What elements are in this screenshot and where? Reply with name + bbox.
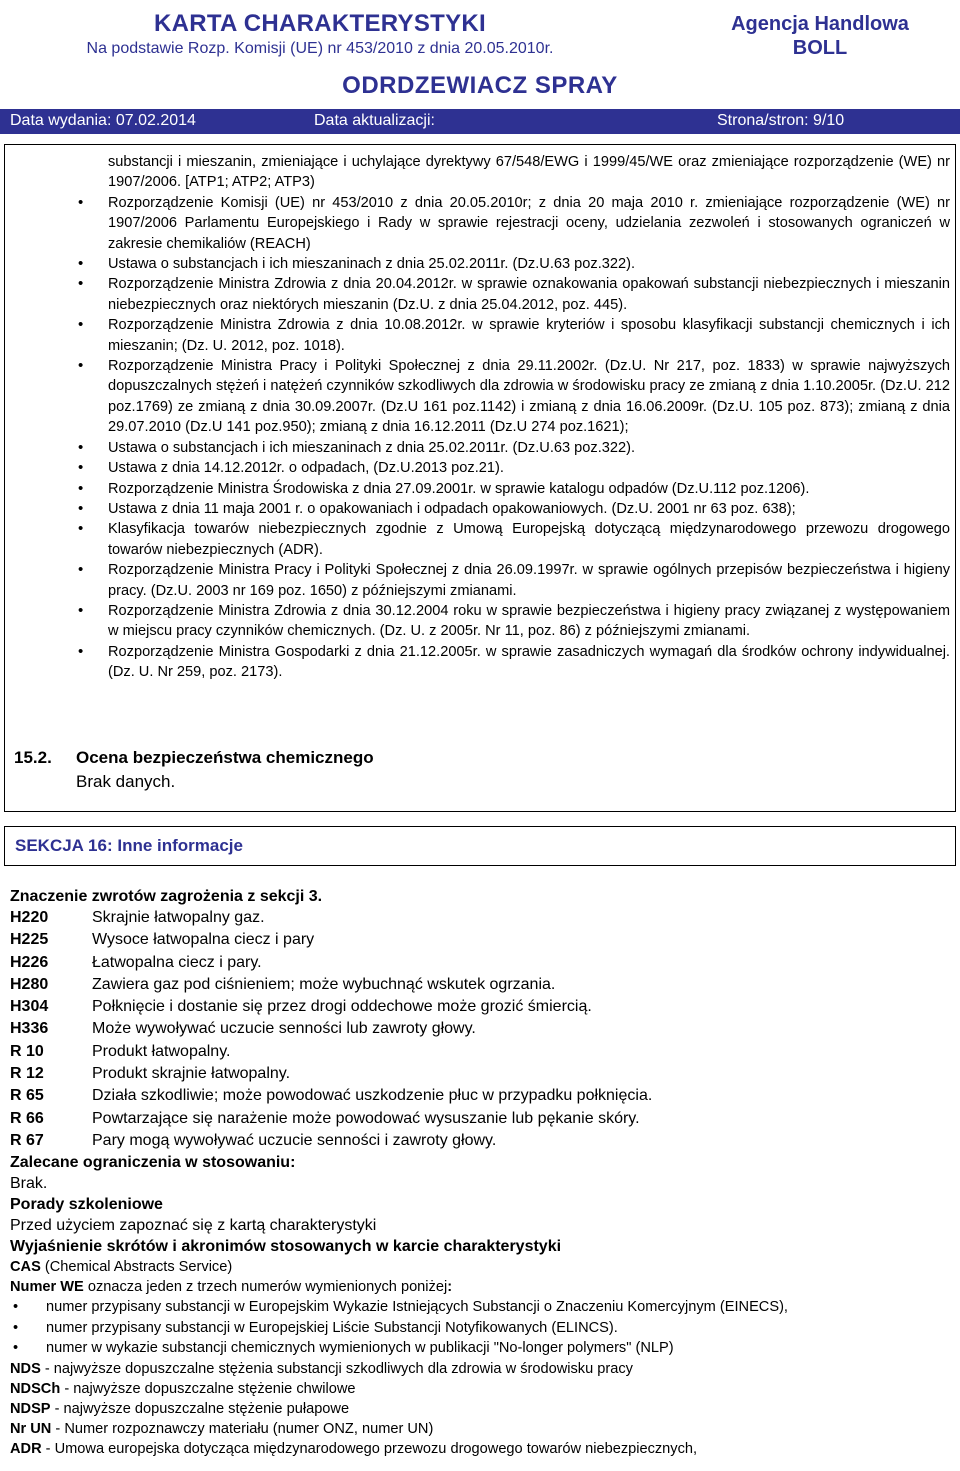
company-name xyxy=(700,12,940,60)
list-item: • Rozporządzenie Komisji (UE) nr 453/2010 z dnia 20.05.2010r; z dnia 20 maja 2010 r. zmieniające rozporządzenie (WE) nr 1907/2006 Parlamentu Europejskiego i Rady w sprawie rejestracji oceny, udzielania zezwoleń i stosowanych ograniczeń w zakresie chemikaliów (REACH) xyxy=(108,193,950,254)
section-16-header xyxy=(4,826,956,866)
hazard-code: H280 xyxy=(10,975,49,993)
hazard-text: Działa szkodliwie; może powodować uszkodzenie płuc w przypadku połknięcia. xyxy=(92,1087,653,1105)
abbr-colon: : xyxy=(447,1279,453,1296)
hazard-row xyxy=(10,907,950,929)
list-item: • Ustawa z dnia 14.12.2012r. o odpadach, (Dz.U.2013 poz.21). xyxy=(108,458,950,478)
hazard-row xyxy=(10,952,950,974)
hazard-row xyxy=(10,1063,950,1085)
abbr-term: ADR xyxy=(10,1440,42,1457)
abbr-text: - najwyższe dopuszczalne stężenie pułapowe xyxy=(50,1400,350,1417)
hazard-code: R 67 xyxy=(10,1131,44,1149)
header-info-bar xyxy=(0,109,960,134)
abbr-text: - Numer rozpoznawczy materiału (numer ONZ, numer UN) xyxy=(51,1420,434,1437)
abbr-term: Nr UN xyxy=(10,1420,52,1437)
regulations-items xyxy=(108,193,950,683)
regulations-list xyxy=(108,152,950,683)
product-name: ODRDZEWIACZ SPRAY xyxy=(342,72,618,99)
abbr-term: Numer WE xyxy=(10,1279,84,1296)
issue-date: Data wydania: 07.02.2014 xyxy=(10,112,196,129)
hazard-row xyxy=(10,1018,950,1040)
abbr-term: NDS xyxy=(10,1360,41,1377)
regulations-intro: substancji i mieszanin, zmieniające i uchylające dyrektywy 67/548/EWG i 1999/45/WE oraz zmieniające rozporządzenie (WE) nr 1907/2006. [ATP1; ATP2; ATP3) xyxy=(108,154,950,191)
hazard-list xyxy=(10,907,950,1152)
section-number: 15.2. xyxy=(14,748,52,767)
hazard-text: Zawiera gaz pod ciśnieniem; może wybuchnąć wskutek ogrzania. xyxy=(92,975,556,993)
hazard-row xyxy=(10,1130,950,1152)
hazard-text: Pary mogą wywoływać uczucie senności i zawroty głowy. xyxy=(92,1131,497,1149)
hazard-row xyxy=(10,974,950,996)
hazard-code: R 10 xyxy=(10,1042,44,1060)
list-item: • Klasyfikacja towarów niebezpiecznych zgodnie z Umową Europejską dotyczącą międzynarodowego przewozu drogowego towarów niebezpiecznych (ADR). xyxy=(108,519,950,560)
list-item: • Ustawa o substancjach i ich mieszaninach z dnia 25.02.2011r. (Dz.U.63 poz.322). xyxy=(108,438,950,458)
hazard-text: Skrajnie łatwopalny gaz. xyxy=(92,909,265,926)
document-title: KARTA CHARAKTERYSTYKI xyxy=(153,10,487,37)
hazard-code: H226 xyxy=(10,953,49,971)
section-title: Ocena bezpieczeństwa chemicznego xyxy=(76,748,374,767)
section-16-title: SEKCJA 16: Inne informacje xyxy=(15,836,243,855)
hazard-code: H225 xyxy=(10,931,49,949)
hazard-code: R 65 xyxy=(10,1087,44,1105)
list-item: • Rozporządzenie Ministra Gospodarki z dnia 21.12.2005r. w sprawie zasadniczych wymagań dla środków ochrony indywidualnej. (Dz. U. Nr 259, poz. 2173). xyxy=(108,642,950,683)
abbr-text: - Umowa europejska dotycząca międzynarodowego przewozu drogowego towarów niebezpiecznych, xyxy=(41,1440,698,1457)
hazard-code: R 66 xyxy=(10,1109,44,1127)
list-item: • numer przypisany substancji w Europejskim Wykazie Istniejących Substancji o Znaczeniu Komercyjnym (EINECS), xyxy=(10,1297,950,1318)
we-definition xyxy=(10,1277,950,1297)
hazard-text: Może wywoływać uczucie senności lub zawroty głowy. xyxy=(92,1020,476,1038)
abbr-text: - najwyższe dopuszczalne stężenie chwilowe xyxy=(60,1380,356,1397)
hazard-text: Łatwopalna ciecz i pary. xyxy=(92,953,262,971)
hazard-text: Powtarzające się narażenie może powodować wysuszanie lub pękanie skóry. xyxy=(92,1109,640,1127)
abbr-text: oznacza jeden z trzech numerów wymienionych poniżej xyxy=(83,1279,448,1296)
hazard-text: Produkt skrajnie łatwopalny. xyxy=(92,1065,291,1083)
section-15-2-text: Brak danych. xyxy=(76,772,176,791)
list-item: • Rozporządzenie Ministra Zdrowia z dnia 20.04.2012r. w sprawie oznakowania opakowań substancji niebezpiecznych i mieszanin niebezpiecznych oraz niektórych mieszanin (Dz.U. z dnia 25.04.2012, poz. 445). xyxy=(108,274,950,315)
list-item: • Rozporządzenie Ministra Pracy i Polityki Społecznej z dnia 29.11.2002r. (Dz.U. Nr 217, poz. 1833) w sprawie najwyższych dopuszczalnych stężeń i natężeń czynników szkodliwych dla zdrowia w środowisku pracy ze zmianą z dnia 1.10.2005r. (Dz.U. 212 poz.1769) ze zmianą z dnia 30.09.2007r. (Dz.U 161 poz.1142) i zmianą z dnia 16.06.2009r. (Dz.U. 105 poz. 873); zmianą z dnia 29.07.2010 (Dz.U 141 poz.950); zmianą z dnia 16.12.2011 (Dz.U 274 poz.1621); xyxy=(108,356,950,438)
hazard-heading: Znaczenie zwrotów zagrożenia z sekcji 3. xyxy=(10,888,323,905)
abbreviation-row xyxy=(10,1379,950,1399)
page-header xyxy=(0,0,960,144)
abbr-term: CAS xyxy=(10,1259,41,1276)
hazard-text: Połknięcie i dostanie się przez drogi oddechowe może grozić śmiercią. xyxy=(92,998,592,1016)
abbreviation-row xyxy=(10,1439,950,1459)
list-item: • numer w wykazie substancji chemicznych wymienionych w publikacji "No-longer polymers" (NLP) xyxy=(10,1338,950,1359)
page-number: Strona/stron: 9/10 xyxy=(717,112,845,129)
abbr-term: NDSCh xyxy=(10,1380,61,1397)
restrictions-text: Brak. xyxy=(10,1175,48,1193)
list-item: • Rozporządzenie Ministra Zdrowia z dnia 30.12.2004 roku w sprawie bezpieczeństwa i higieny pracy związanej z występowaniem w miejscu pracy czynników chemicznych. (Dz. U. z 2005r. Nr 11, poz. 86) z późniejszymi zmianami. xyxy=(108,601,950,642)
hazard-code: R 12 xyxy=(10,1065,44,1083)
regulation-basis: Na podstawie Rozp. Komisji (UE) nr 453/2010 z dnia 20.05.2010r. xyxy=(86,40,554,57)
training-heading: Porady szkoleniowe xyxy=(10,1196,163,1214)
abbr-text: (Chemical Abstracts Service) xyxy=(40,1259,233,1276)
cas-definition xyxy=(10,1257,950,1277)
abbreviations-heading: Wyjaśnienie skrótów i akronimów stosowanych w karcie charakterystyki xyxy=(10,1238,562,1256)
abbreviation-row xyxy=(10,1359,950,1379)
hazard-code: H304 xyxy=(10,998,49,1016)
section-15-2-heading xyxy=(14,748,374,768)
abbr-term: NDSP xyxy=(10,1400,51,1417)
hazard-text: Produkt łatwopalny. xyxy=(92,1042,231,1060)
list-item: • Ustawa z dnia 11 maja 2001 r. o opakowaniach i odpadach opakowaniowych. (Dz.U. 2001 nr 63 poz. 638); xyxy=(108,499,950,519)
list-item: • Rozporządzenie Ministra Pracy i Polityki Społecznej z dnia 26.09.1997r. w sprawie ogólnych przepisów bezpieczeństwa i higieny pracy. (Dz.U. 2003 nr 169 poz. 1650) z późniejszymi zmianami. xyxy=(108,560,950,601)
company-line-2: BOLL xyxy=(792,37,848,59)
hazard-row xyxy=(10,1041,950,1063)
training-text: Przed użyciem zapoznać się z kartą charakterystyki xyxy=(10,1217,377,1235)
section-16-content xyxy=(10,886,950,1459)
hazard-row xyxy=(10,1085,950,1107)
hazard-row xyxy=(10,1108,950,1130)
abbreviation-row xyxy=(10,1419,950,1439)
abbreviation-row xyxy=(10,1399,950,1419)
restrictions-heading: Zalecane ograniczenia w stosowaniu: xyxy=(10,1154,296,1172)
company-line-1: Agencja Handlowa xyxy=(731,13,909,35)
abbr-text: - najwyższe dopuszczalne stężenia substancji szkodliwych dla zdrowia w środowisku pracy xyxy=(40,1360,633,1377)
list-item: • Rozporządzenie Ministra Środowiska z dnia 27.09.2001r. w sprawie katalogu odpadów (Dz.U.112 poz.1206). xyxy=(108,479,950,499)
hazard-code: H336 xyxy=(10,1020,49,1038)
hazard-code: H220 xyxy=(10,909,49,926)
hazard-text: Wysoce łatwopalna ciecz i pary xyxy=(92,931,315,949)
update-date: Data aktualizacji: xyxy=(314,112,435,129)
list-item: • Ustawa o substancjach i ich mieszaninach z dnia 25.02.2011r. (Dz.U.63 poz.322). xyxy=(108,254,950,274)
hazard-row xyxy=(10,996,950,1018)
hazard-row xyxy=(10,929,950,951)
list-item: • numer przypisany substancji w Europejskiej Liście Substancji Notyfikowanych (ELINCS). xyxy=(10,1318,950,1339)
list-item: • Rozporządzenie Ministra Zdrowia z dnia 10.08.2012r. w sprawie kryteriów i sposobu klasyfikacji substancji chemicznych i ich mieszanin; (Dz. U. 2012, poz. 1018). xyxy=(108,315,950,356)
